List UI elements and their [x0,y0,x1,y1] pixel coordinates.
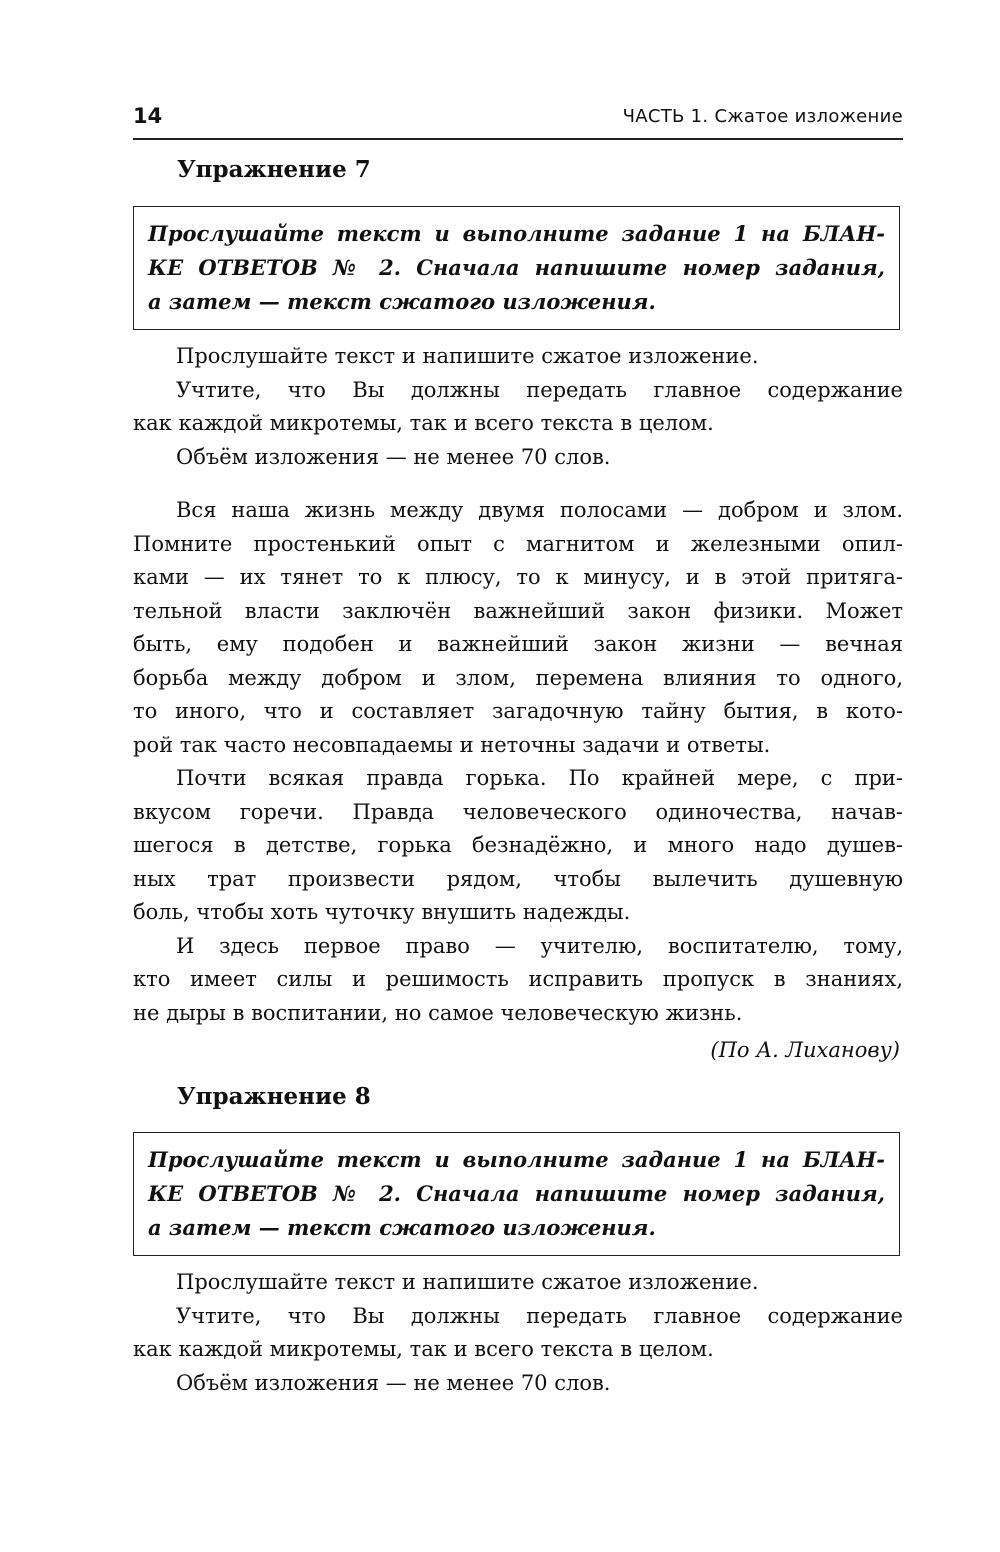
exercise-8-task-box [133,1132,900,1256]
instruction-line: как каждой микротемы, так и всего текста в целом. [133,411,714,435]
exercise-8-title: Упражнение 8 [177,1083,371,1110]
instruction-line: Учтите, что Вы должны передать главное содержание [176,377,903,402]
text-line: кто имеет силы и решимость исправить пропуск в знаниях, [133,967,903,991]
instruction-line: Объём изложения — не менее 70 слов. [176,444,611,469]
text-line: вкусом горечи. Правда человеческого одиночества, начав- [133,799,903,824]
text-line: Вся наша жизнь между двумя полосами — добром и злом. [176,498,903,522]
text-line: шегося в детстве, горька безнадёжно, и много надо душев- [133,833,903,857]
text-line: то иного, что и составляет загадочную тайну бытия, в кото- [133,699,903,723]
text-line: рой так часто несовпадаемы и неточны задачи и ответы. [133,732,771,757]
task-line: КЕ ОТВЕТОВ № 2. Сначала напишите номер задания, [148,255,885,280]
task-line: Прослушайте текст и выполните задание 1 на БЛАН- [148,1147,885,1172]
task-line: а затем — текст сжатого изложения. [148,1215,656,1240]
instruction-line: Учтите, что Вы должны передать главное содержание [176,1303,903,1328]
text-line: не дыры в воспитании, но самое человеческую жизнь. [133,1000,743,1025]
instruction-line: Прослушайте текст и напишите сжатое изложение. [176,1270,759,1294]
exercise-7-title: Упражнение 7 [177,156,371,183]
task-line: КЕ ОТВЕТОВ № 2. Сначала напишите номер задания, [148,1181,885,1206]
exercise-7-task-box [133,206,900,330]
instruction-line: Объём изложения — не менее 70 слов. [176,1370,611,1395]
text-line: ных трат произвести рядом, чтобы вылечить душевную [133,866,903,891]
exercise-7-text [133,494,903,1030]
text-line: Помните простенький опыт с магнитом и железными опил- [133,531,903,556]
text-line: тельной власти заключён важнейший закон физики. Может [133,598,903,623]
text-line: быть, ему подобен и важнейший закон жизни — вечная [133,632,903,656]
running-title: ЧАСТЬ 1. Сжатое изложение [622,106,903,127]
text-line: ками — их тянет то к плюсу, то к минусу, и в этой притяга- [133,565,903,589]
page-number: 14 [133,104,163,128]
exercise-8-instructions [133,1266,903,1400]
attribution: (По А. Лиханову) [710,1038,900,1062]
text-line: боль, чтобы хоть чуточку внушить надежды. [133,900,631,924]
instruction-line: как каждой микротемы, так и всего текста в целом. [133,1337,714,1361]
text-line: И здесь первое право — учителю, воспитателю, тому, [176,933,903,958]
instruction-line: Прослушайте текст и напишите сжатое изложение. [176,344,759,368]
text-line: борьба между добром и злом, перемена влияния то одного, [133,665,903,690]
task-line: Прослушайте текст и выполните задание 1 на БЛАН- [148,221,885,246]
task-line: а затем — текст сжатого изложения. [148,289,656,314]
text-line: Почти всякая правда горька. По крайней мере, с при- [176,766,903,790]
page-header [133,104,903,140]
exercise-7-instructions [133,340,903,474]
